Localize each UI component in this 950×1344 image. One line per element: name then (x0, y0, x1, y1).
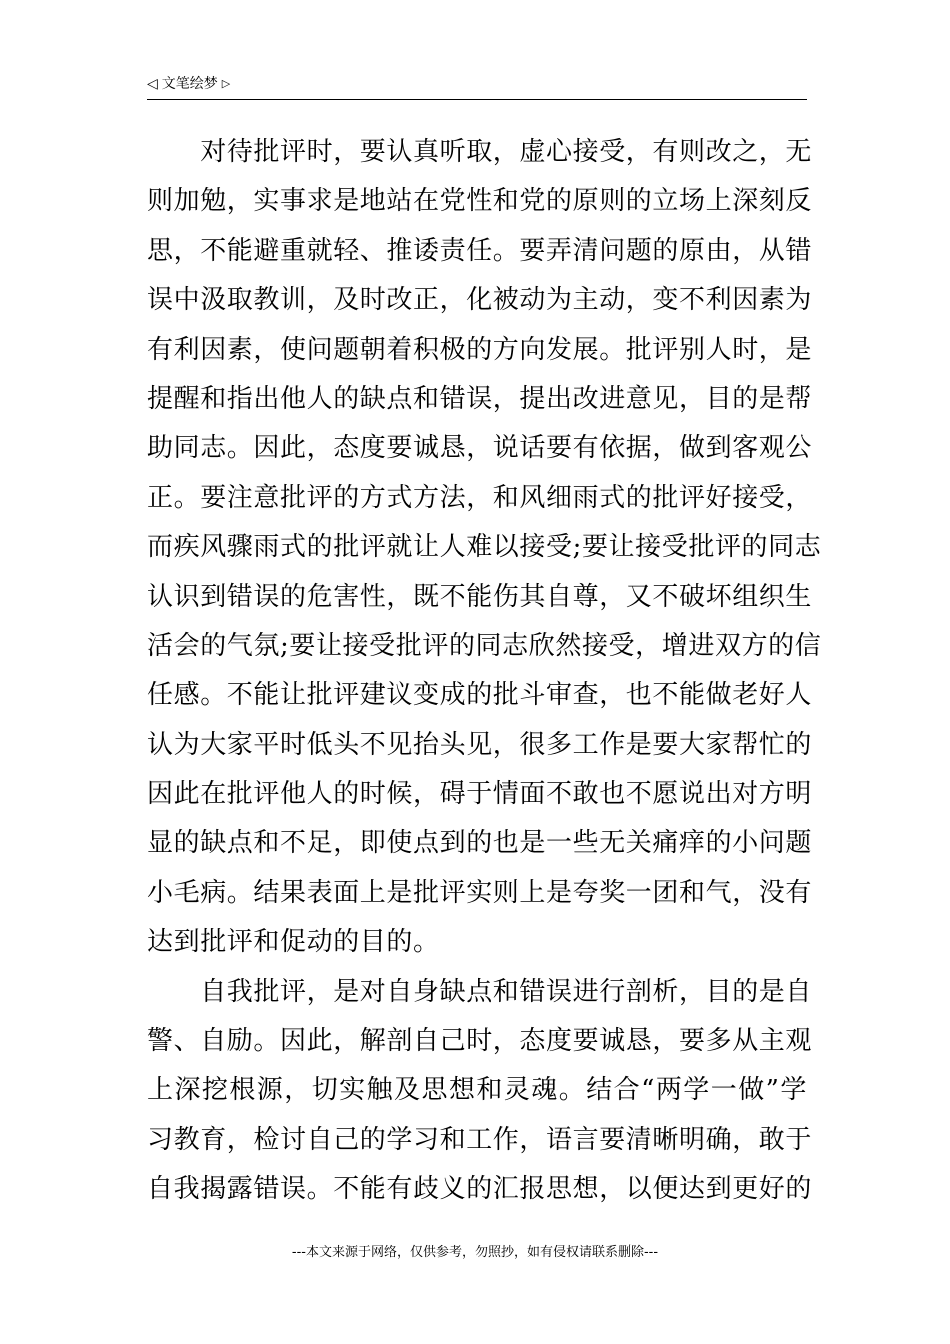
text-line: 习教育，检讨自己的学习和工作，语言要清晰明确，敢于 (147, 1124, 813, 1155)
text-line: 提醒和指出他人的缺点和错误，提出改进意见，目的是帮 (147, 383, 813, 414)
text-line: 警、自励。因此，解剖自己时，态度要诚恳，要多从主观 (147, 1026, 813, 1057)
text-line: 则加勉，实事求是地站在党性和党的原则的立场上深刻反 (147, 186, 813, 217)
text-line: 对待批评时，要认真听取，虚心接受，有则改之，无 (147, 137, 813, 167)
text-line: 思，不能避重就轻、推诿责任。要弄清问题的原由，从错 (147, 235, 813, 266)
document-body (147, 128, 822, 1215)
text-line: 误中汲取教训，及时改正，化被动为主动，变不利因素为 (147, 285, 813, 316)
text-line: 有利因素，使问题朝着积极的方向发展。批评别人时，是 (147, 334, 813, 365)
text-line: 显的缺点和不足，即使点到的也是一些无关痛痒的小问题 (147, 828, 813, 859)
text-line: 正。要注意批评的方式方法，和风细雨式的批评好接受， (147, 482, 813, 513)
text-line: 助同志。因此，态度要诚恳，说话要有依据，做到客观公 (147, 433, 813, 464)
text-line: 而疾风骤雨式的批评就让人难以接受;要让接受批评的同志 (147, 532, 822, 563)
page-header (147, 73, 807, 100)
text-line: 任感。不能让批评建议变成的批斗审查，也不能做老好人 (147, 680, 813, 711)
triangle-left-icon: ◁ (147, 76, 158, 92)
text-line: 认为大家平时低头不见抬头见，很多工作是要大家帮忙的 (147, 729, 813, 760)
text-line: 自我揭露错误。不能有歧义的汇报思想，以便达到更好的 (147, 1174, 813, 1205)
text-line: 认识到错误的危害性，既不能伤其自尊，又不破坏组织生 (147, 581, 813, 612)
text-line: 小毛病。结果表面上是批评实则上是夸奖一团和气，没有 (147, 877, 813, 908)
header-title-group (147, 75, 230, 93)
text-line: 自我批评，是对自身缺点和错误进行剖析，目的是自 (147, 976, 813, 1007)
text-line: 因此在批评他人的时候，碍于情面不敢也不愿说出对方明 (147, 779, 813, 810)
triangle-right-icon: ▷ (221, 77, 231, 90)
text-line: 上深挖根源，切实触及思想和灵魂。结合“两学一做”学 (147, 1075, 807, 1106)
header-title: 文笔绘梦 (161, 76, 218, 92)
text-line: 达到批评和促动的目的。 (147, 927, 440, 958)
text-line: 活会的气氛;要让接受批评的同志欣然接受，增进双方的信 (147, 630, 822, 661)
footer-notice: ---本文来源于网络，仅供参考，勿照抄，如有侵权请联系删除--- (291, 1245, 659, 1260)
